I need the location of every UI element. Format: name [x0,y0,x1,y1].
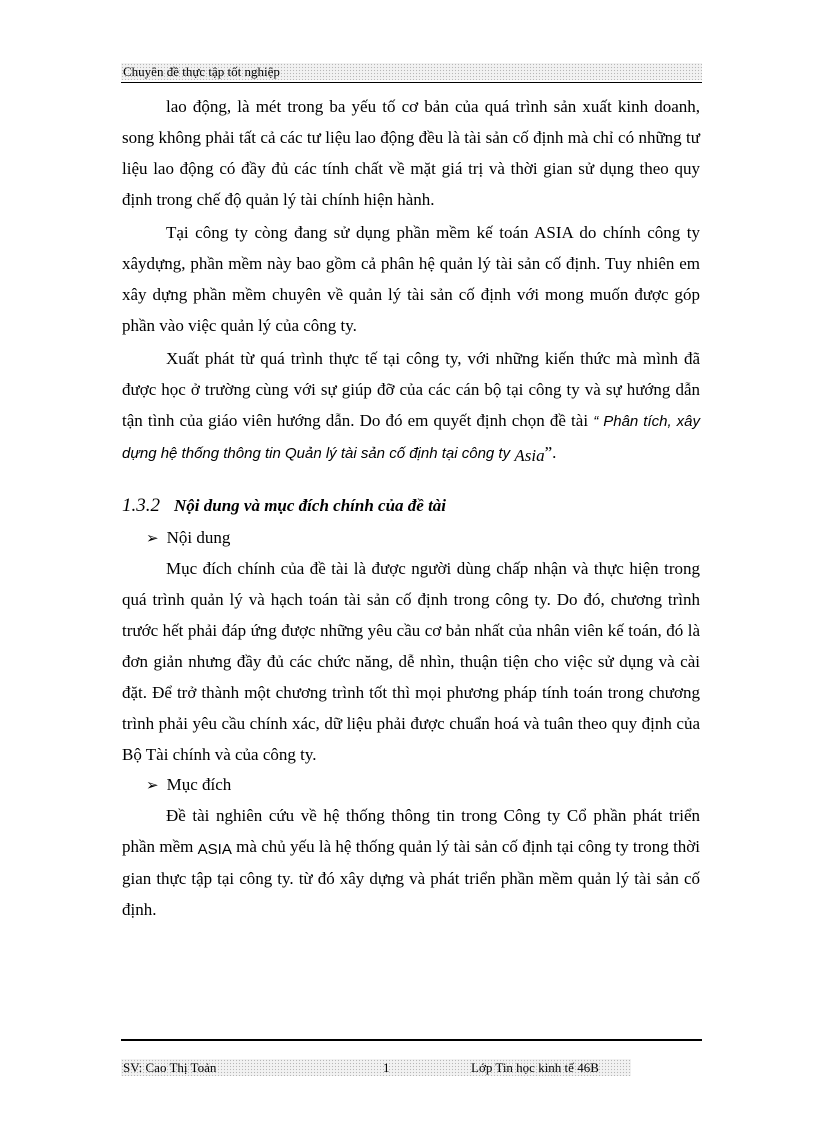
paragraph-1: lao động, là mét trong ba yếu tố cơ bản của quá trình sản xuất kinh doanh, song không phải tất cả các tư liệu lao động đều là tài sản cố định mà chỉ có những tư liệu lao động có đầy đủ các tính chất về mặt giá trị và thời gian sử dụng theo quy định trong chế độ quản lý tài chính hiện hành. [122,97,700,209]
page-footer [121,1059,631,1076]
thesis-title: Phân tích, xây dựng hệ thống thông tin Quản lý tài sản cố định tại công ty [122,413,700,462]
purpose-paragraph [122,800,700,925]
bullet-purpose [122,770,700,800]
section-number: 1.3.2 [122,495,160,516]
quote-open: “ [593,413,604,430]
bullet-content-label: Nội dung [166,528,231,547]
paragraph-2: Tại công ty còng đang sử dụng phần mềm kế toán ASIA do chính công ty xâydựng, phần mềm này bao gồm cả phân hệ quản lý tài sản cố định. Tuy nhiên em xây dựng phần mềm chuyên về quản lý tài sản cố định với mong muốn được góp phần vào việc quản lý của công ty. [122,223,700,335]
section-title: Nội dung và mục đích chính của đề tài [174,496,447,515]
content-paragraph: Mục đích chính của đề tài là được người dùng chấp nhận và thực hiện trong quá trình quản lý và hạch toán tài sản cố định trong công ty. Do đó, chương trình trước hết phải đáp ứng được những yêu cầu cơ bản nhất của nhân viên kế toán, đó là đơn giản nhưng đầy đủ các chức năng, dễ nhìn, thuận tiện cho việc sử dụng và cài đặt. Để trở thành một chương trình tốt thì mọi phương pháp tính toán trong chương trình phải yêu cầu chính xác, dữ liệu phải được chuẩn hoá và tuân theo quy định của Bộ Tài chính và của công ty. [122,559,700,764]
arrow-bullet-icon: ➢ [146,776,159,794]
purpose-text-2: mà chủ yếu là hệ thống quản lý tài sản cố định tại công ty trong thời gian thực tập tại công ty. từ đó xây dựng và phát triển phần mềm quản lý tài sản cố định. [122,837,701,919]
section-heading [122,489,700,523]
bullet-content [122,523,700,553]
purpose-asia: ASIA [197,841,232,858]
footer-page-number: 1 [383,1060,390,1075]
header-divider [121,82,702,83]
document-body [122,91,700,925]
paragraph-3 [122,343,700,469]
footer-class: Lớp Tin học kinh tế 46B [471,1060,599,1075]
arrow-bullet-icon: ➢ [146,529,159,547]
footer-divider [121,1039,702,1041]
quote-close: ”. [544,443,557,462]
bullet-purpose-label: Mục đích [166,775,232,794]
purpose-text-1: Đề tài nghiên cứu về hệ thống thông tin trong Công ty Cổ phần phát triển phần mềm [122,806,700,856]
footer-student: SV: Cao Thị Toản [123,1060,217,1075]
page-header [121,63,702,80]
paragraph-3-text: Xuất phát từ quá trình thực tế tại công ty, với những kiến thức mà mình đã được học ở trường cùng với sự giúp đỡ của các cán bộ tại công ty và sự hướng dẫn tận tình của giáo viên hướng dẫn. Do đó em quyết định chọn đề tài [122,349,700,430]
header-title: Chuyên đề thực tập tốt nghiệp [123,64,280,79]
thesis-title-asia: Asia [514,446,545,465]
